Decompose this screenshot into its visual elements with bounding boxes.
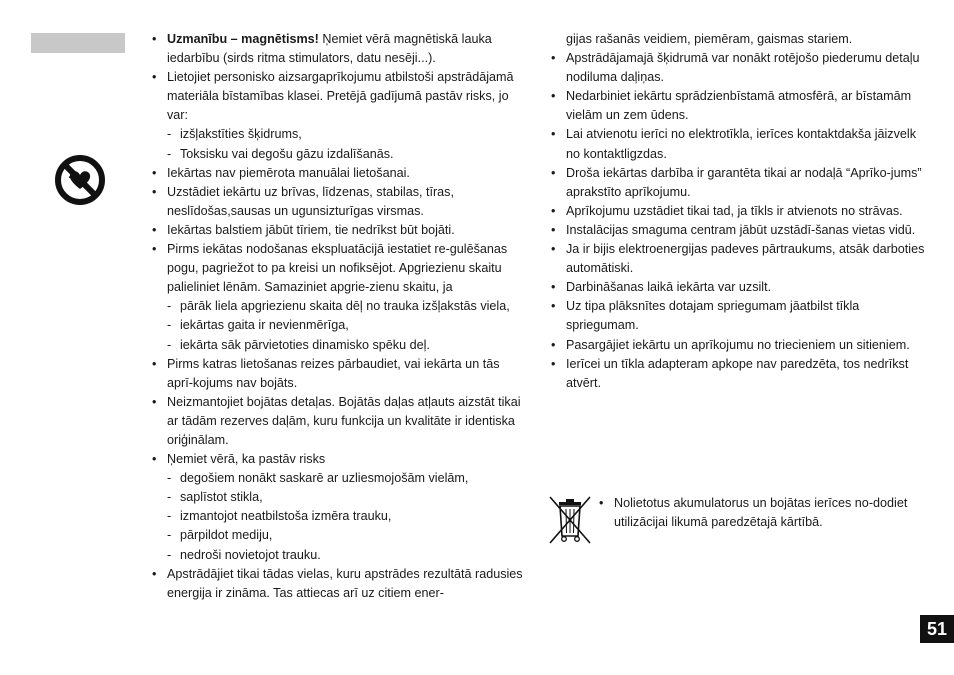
list-item: • Ierīcei un tīkla adapteram apkope nav paredzēta, tos nedrīkst atvērt. (549, 355, 927, 393)
list-item: • Instalācijas smaguma centram jābūt uzstādī-šanas vietas vidū. (549, 221, 927, 240)
left-column (150, 30, 525, 603)
sub-item: - saplīstot stikla, (167, 488, 525, 507)
sub-item: - iekārtas gaita ir nevienmērīga, (167, 316, 525, 335)
disposal-note (597, 494, 927, 532)
continued-text: gijas rašanās veidiem, piemēram, gaismas stariem. (566, 32, 853, 46)
crossed-out-bin-icon (547, 494, 593, 546)
list-item: • Aprīkojumu uzstādiet tikai tad, ja tīkls ir atvienots no strāvas. (549, 202, 927, 221)
page-number: 51 (920, 615, 954, 643)
sub-item: - pārpildot mediju, (167, 526, 525, 545)
list-item: • Uzstādiet iekārtu uz brīvas, līdzenas, stabilas, tīras, neslīdošas,sausas un ugunsizturīgas virsmas. (150, 183, 525, 221)
list-item: • Uz tipa plāksnītes dotajam spriegumam jāatbilst tīkla spriegumam. (549, 297, 927, 335)
sub-item: - degošiem nonākt saskarē ar uzliesmojošām vielām, (167, 469, 525, 488)
list-item: • Iekārtas balstiem jābūt tīriem, tie nedrīkst būt bojāti. (150, 221, 525, 240)
sub-item: - izmantojot neatbilstoša izmēra trauku, (167, 507, 525, 526)
list-item: • Apstrādājiet tikai tādas vielas, kuru apstrādes rezultātā radusies energija ir zināma. Tas attiecas arī uz citiem ener- (150, 565, 525, 603)
list-item: • Apstrādājamajā šķidrumā var nonākt rotējošo piederumu detaļu nodiluma daļiņas. (549, 49, 927, 87)
list-item: • Pirms katras lietošanas reizes pārbaudiet, vai iekārta un tās aprī-kojums nav bojāts. (150, 355, 525, 393)
no-pacemaker-icon (53, 153, 107, 207)
list-item: • Droša iekārtas darbība ir garantēta tikai ar nodaļā “Aprīko-jums” aprakstīto aprīkojumu. (549, 164, 927, 202)
list-item: • Nedarbiniet iekārtu sprādzienbīstamā atmosfērā, ar bīstamām vielām un zem ūdens. (549, 87, 927, 125)
list-item: • Darbināšanas laikā iekārta var uzsilt. (549, 278, 927, 297)
list-item: • Pirms iekātas nodošanas ekspluatācijā iestatiet re-gulēšanas pogu, pagriežot to pa kreisi un nofiksējot. Apgriezienu skaitu palieliniet lēnām. Samaziniet apgrie-zienu skaitu, ja - pārāk liela apgriezienu skaita dēļ no trauka izšļakstās viela, - iekārtas gaita ir nevienmērīga, - iekārta sāk pārvietoties dinamisko spēku deļ. (150, 240, 525, 355)
section-tab (31, 33, 125, 53)
right-column (549, 30, 927, 393)
list-item: • Nolietotus akumulatorus un bojātas ierīces no-dodiet utilizācijai likumā paredzētajā kārtībā. (597, 494, 927, 532)
list-item: • Neizmantojiet bojātas detaļas. Bojātās daļas atļauts aizstāt tikai ar tādām rezerves daļām, kuru funkcija un kvalitāte ir identiska oriģinālam. (150, 393, 525, 450)
sub-item: - Toksisku vai degošu gāzu izdalīšanās. (167, 145, 525, 164)
list-item: • Lai atvienotu ierīci no elektrotīkla, ierīces kontaktdakša jāizvelk no kontaktligzdas. (549, 125, 927, 163)
sub-item: - nedroši novietojot trauku. (167, 546, 525, 565)
sub-item: - pārāk liela apgriezienu skaita dēļ no trauka izšļakstās viela, (167, 297, 525, 316)
list-item: • Pasargājiet iekārtu un aprīkojumu no triecieniem un sitieniem. (549, 336, 927, 355)
sub-item: - iekārta sāk pārvietoties dinamisko spēku deļ. (167, 336, 525, 355)
sub-item: - izšļakstīties šķidrums, (167, 125, 525, 144)
list-item: • Iekārtas nav piemērota manuālai lietošanai. (150, 164, 525, 183)
list-item: • Uzmanību – magnētisms! Ņemiet vērā magnētiskā lauka iedarbību (sirds ritma stimulators, datu nesēji...). (150, 30, 525, 68)
list-item: • Ja ir bijis elektroenergijas padeves pārtraukums, atsāk darboties automātiski. (549, 240, 927, 278)
list-item: • Lietojiet personisko aizsargaprīkojumu atbilstoši apstrādājamā materiāla bīstamības klasei. Pretējā gadījumā pastāv risks, jo var: - izšļakstīties šķidrums, - Toksisku vai degošu gāzu izdalīšanās. (150, 68, 525, 163)
list-item: • Ņemiet vērā, ka pastāv risks - degošiem nonākt saskarē ar uzliesmojošām vielām, - saplīstot stikla, - izmantojot neatbilstoša izmēra trauku, - pārpildot mediju, - nedroši novietojot trauku. (150, 450, 525, 565)
